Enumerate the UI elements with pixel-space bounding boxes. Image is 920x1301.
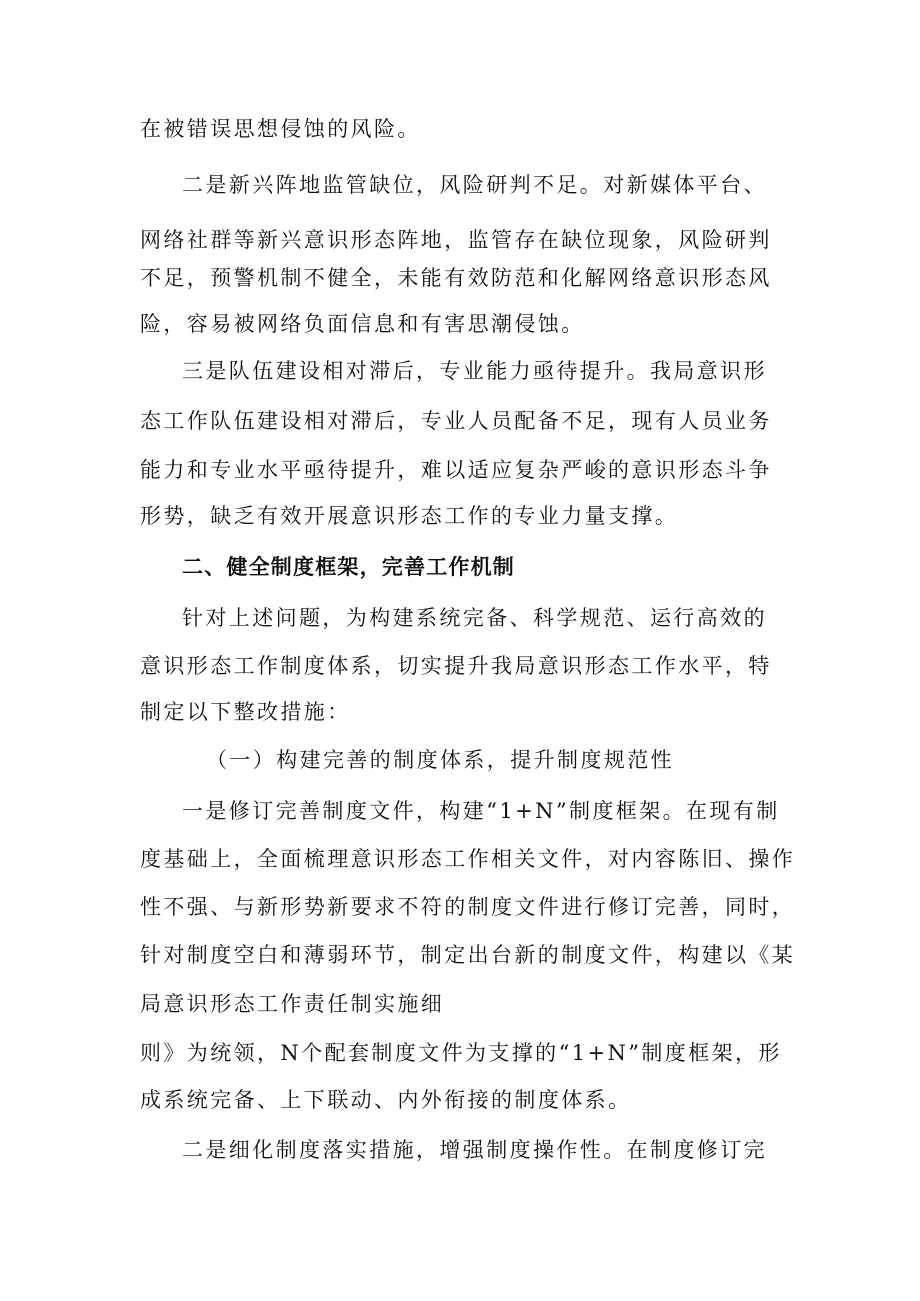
subsection-heading: （一）构建完善的制度体系，提升制度规范性	[206, 748, 674, 772]
section-heading: 二、健全制度框架，完善工作机制	[182, 555, 515, 579]
body-text-line: 性不强、与新形势新要求不符的制度文件进行修订完善，同时，	[140, 895, 796, 919]
body-text-line: 度基础上，全面梳理意识形态工作相关文件，对内容陈旧、操作	[140, 847, 796, 871]
body-text-line: 二是新兴阵地监管缺位，风险研判不足。对新媒体平台、	[182, 173, 767, 197]
body-text-line: 态工作队伍建设相对滞后，专业人员配备不足，现有人员业务	[140, 409, 772, 433]
body-text-line: 则》为统领，N个配套制度文件为支撑的“1+N”制度框架，形	[140, 1041, 782, 1065]
body-text-line: 针对上述问题，为构建系统完备、科学规范、运行高效的	[182, 606, 767, 630]
body-text-line: 意识形态工作制度体系，切实提升我局意识形态工作水平，特	[140, 654, 772, 678]
body-text-line: 三是队伍建设相对滞后，专业能力亟待提升。我局意识形	[182, 359, 767, 383]
body-text-line: 一是修订完善制度文件，构建“1+N”制度框架。在现有制	[182, 799, 780, 823]
body-text-line: 在被错误思想侵蚀的风险。	[140, 117, 421, 141]
body-text-line: 网络社群等新兴意识形态阵地，监管存在缺位现象，风险研判	[140, 228, 772, 252]
body-text-line: 险，容易被网络负面信息和有害思潮侵蚀。	[140, 312, 585, 336]
body-text-line: 成系统完备、上下联动、内外衔接的制度体系。	[140, 1088, 632, 1112]
body-text-line: 制定以下整改措施：	[140, 700, 351, 724]
body-text-line: 能力和专业水平亟待提升，难以适应复杂严峻的意识形态斗争	[140, 458, 772, 482]
body-text-line: 局意识形态工作责任制实施细	[140, 992, 445, 1016]
body-text-line: 不足，预警机制不健全，未能有效防范和化解网络意识形态风	[140, 266, 772, 290]
body-text-line: 形势，缺乏有效开展意识形态工作的专业力量支撑。	[140, 504, 679, 528]
body-text-line: 二是细化制度落实措施，增强制度操作性。在制度修订完	[182, 1138, 767, 1162]
body-text-line: 针对制度空白和薄弱环节，制定出台新的制度文件，构建以《某	[140, 943, 796, 967]
